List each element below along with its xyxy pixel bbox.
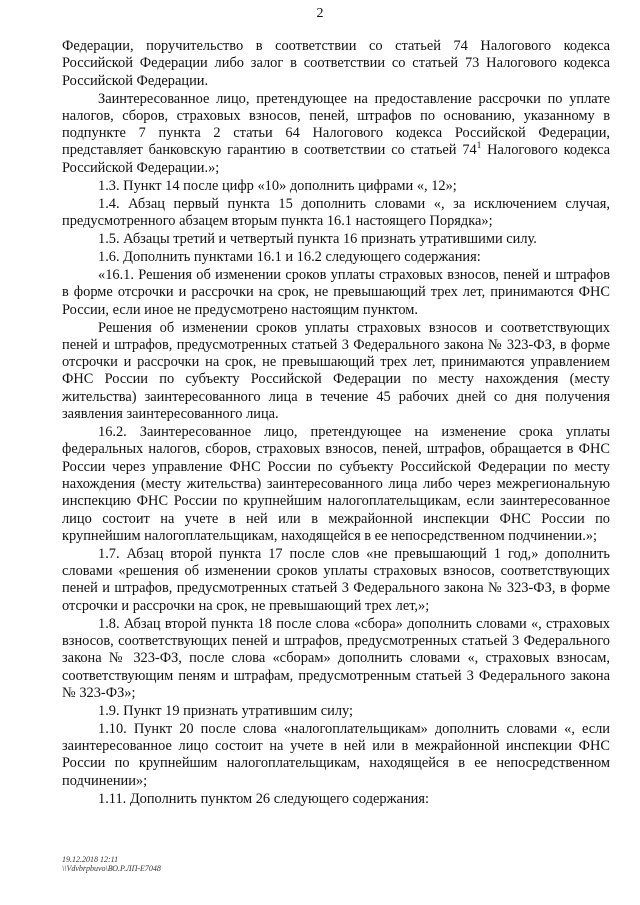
paragraph-1-9: 1.9. Пункт 19 признать утратившим силу; [98,702,354,719]
paragraph-text: Заинтересованное лицо, претендующее на предоставление рассрочки по уплате налогов, сборов, страховых взносов, пеней, штрафов по основанию, указанному в подпункте 7 пункта 2 статьи 64 Налогового кодекса Российской Федерации, представляет банковскую гарантию в соответствии со статьей 74 [62,90,610,159]
paragraph-1-4: 1.4. Абзац первый пункта 15 дополнить словами «, за исключением случая, предусмотренного абзацем вторым пункта 16.1 настоящего Порядка»; [62,195,610,230]
paragraph-16-1-second: Решения об изменении сроков уплаты страховых взносов и соответствующих пеней и штрафов, предусмотренных статьей 3 Федерального закона № 323-ФЗ, в форме отсрочки и рассрочки на срок, не превышающий трех лет, принимаются управлением ФНС России по субъекту Российской Федерации по месту нахождения (месту жительства) заинтересованного лица в течение 45 рабочих дней со дня получения заявления заинтересованного лица. [62,319,610,423]
paragraph-1-7: 1.7. Абзац второй пункта 17 после слов «не превышающий 1 год,» дополнить словами «решения об изменении сроков уплаты страховых взносов, соответствующих пеней и штрафов, предусмотренных статьей 3 Федерального закона № 323-ФЗ, в форме отсрочки и рассрочки на срок, не превышающий трех лет,»; [62,545,610,614]
paragraph-1-11: 1.11. Дополнить пунктом 26 следующего содержания: [98,790,429,807]
paragraph-1-3: 1.3. Пункт 14 после цифр «10» дополнить цифрами «, 12»; [98,177,457,194]
paragraph-1-5: 1.5. Абзацы третий и четвертый пункта 16 признать утратившими силу. [98,231,537,248]
paragraph-1-6: 1.6. Дополнить пунктами 16.1 и 16.2 следующего содержания: [98,249,481,265]
page-number: 2 [316,6,324,21]
document-body [62,38,610,809]
paragraph-bank-guarantee [62,91,610,177]
footer-date: 19.12.2018 12:11 [62,855,119,864]
paragraph-16-1: «16.1. Решения об изменении сроков уплаты страховых взносов, пеней и штрафов в форме отсрочки и рассрочки на срок, не превышающий трех лет, принимаются ФНС России, если иное не предусмотрено настоящим пунктом. [62,266,610,318]
footer-file-path: \\Vdvbrpbuvo\ВО.Р.ЛП-Е7048 [62,864,161,873]
paragraph-16-2: 16.2. Заинтересованное лицо, претендующее на изменение срока уплаты федеральных налогов, сборов, страховых взносов, пеней, штрафов, обращается в ФНС России через управление ФНС России по субъекту Российской Федерации по месту нахождения (месту жительства) заинтересованного лица либо через межрегиональную инспекцию ФНС России по крупнейшим налогоплательщикам, если заинтересованное лицо состоит на учете в ней или в межрайонной инспекции ФНС России по крупнейшим налогоплательщикам, находящейся в ее непосредственном подчинении.»; [62,424,610,544]
paragraph-tail: Налогового кодекса Российской Федерации.»; [62,142,610,176]
paragraph-continuation: Федерации, поручительство в соответствии со статьей 74 Налогового кодекса Российской Федерации либо залог в соответствии со статьей 73 Налогового кодекса Российской Федерации. [62,38,610,89]
superscript: 1 [476,140,482,151]
footer-stamp [62,855,161,873]
paragraph-1-10: 1.10. Пункт 20 после слова «налогоплательщикам» дополнить словами «, если заинтересованное лицо состоит на учете в ней или в межрайонной инспекции ФНС России по крупнейшим налогоплательщикам, находящейся в ее непосредственном подчинении»; [62,720,610,789]
paragraph-1-8: 1.8. Абзац второй пункта 18 после слова «сбора» дополнить словами «, страховых взносов, соответствующих пеней и штрафов, предусмотренных статьей 3 Федерального закона № 323-ФЗ, после слова «сборам» дополнить словами «, страховых взносам, соответствующим пеням и штрафам, предусмотренным статьей 3 Федерального закона № 323-ФЗ»; [62,615,610,701]
